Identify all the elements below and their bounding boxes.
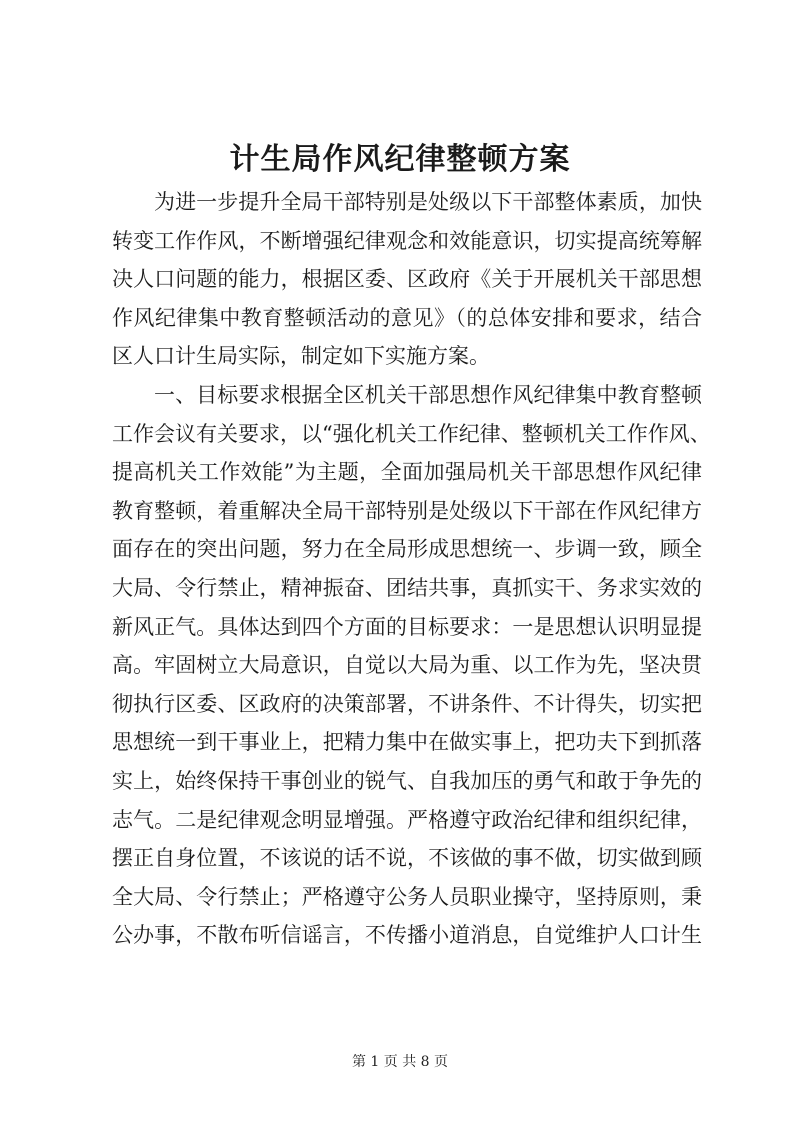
text-line: 志气。二是纪律观念明显增强。严格遵守政治纪律和组织纪律， [112,807,702,832]
text-line: 为进一步提升全局干部特别是处级以下干部整体素质，加快 [154,190,702,214]
paragraph-goals [112,376,711,955]
text-line: 提高机关工作效能”为主题，全面加强局机关干部思想作风纪律 [112,460,702,485]
text-line: 全大局、令行禁止；严格遵守公务人员职业操守，坚持原则，秉 [112,884,702,909]
text-line: 工作会议有关要求，以“强化机关工作纪律、整顿机关工作作风、 [112,421,711,446]
paragraph-intro [112,183,702,376]
text-line: 教育整顿，着重解决全局干部特别是处级以下干部在作风纪律方 [112,498,702,523]
text-line: 彻执行区委、区政府的决策部署，不讲条件、不计得失，切实把 [112,691,702,716]
text-line: 区人口计生局实际，制定如下实施方案。 [112,344,490,369]
text-line: 思想统一到干事业上，把精力集中在做实事上，把功夫下到抓落 [112,730,702,755]
text-line: 转变工作作风，不断增强纪律观念和效能意识，切实提高统筹解 [112,228,702,253]
document-title: 计生局作风纪律整顿方案 [229,142,571,177]
text-line: 摆正自身位置，不该说的话不说，不该做的事不做，切实做到顾 [112,846,702,871]
text-line: 作风纪律集中教育整顿活动的意见》（的总体安排和要求，结合 [112,305,702,330]
text-line: 实上，始终保持干事创业的锐气、自我加压的勇气和敢于争先的 [112,768,702,793]
text-line: 新风正气。具体达到四个方面的目标要求：一是思想认识明显提 [112,614,702,639]
text-line: 公办事，不散布听信谣言，不传播小道消息，自觉维护人口计生 [112,923,702,948]
text-line: 决人口问题的能力，根据区委、区政府《关于开展机关干部思想 [112,267,702,292]
text-line: 面存在的突出问题，努力在全局形成思想统一、步调一致，顾全 [112,537,702,562]
text-line: 大局、令行禁止，精神振奋、团结共事，真抓实干、务求实效的 [112,575,702,600]
text-line: 高。牢固树立大局意识，自觉以大局为重、以工作为先，坚决贯 [112,653,702,678]
page-footer: 第 1 页 共 8 页 [351,1054,449,1070]
text-line: 一、目标要求根据全区机关干部思想作风纪律集中教育整顿 [154,382,702,407]
document-body [112,183,711,955]
